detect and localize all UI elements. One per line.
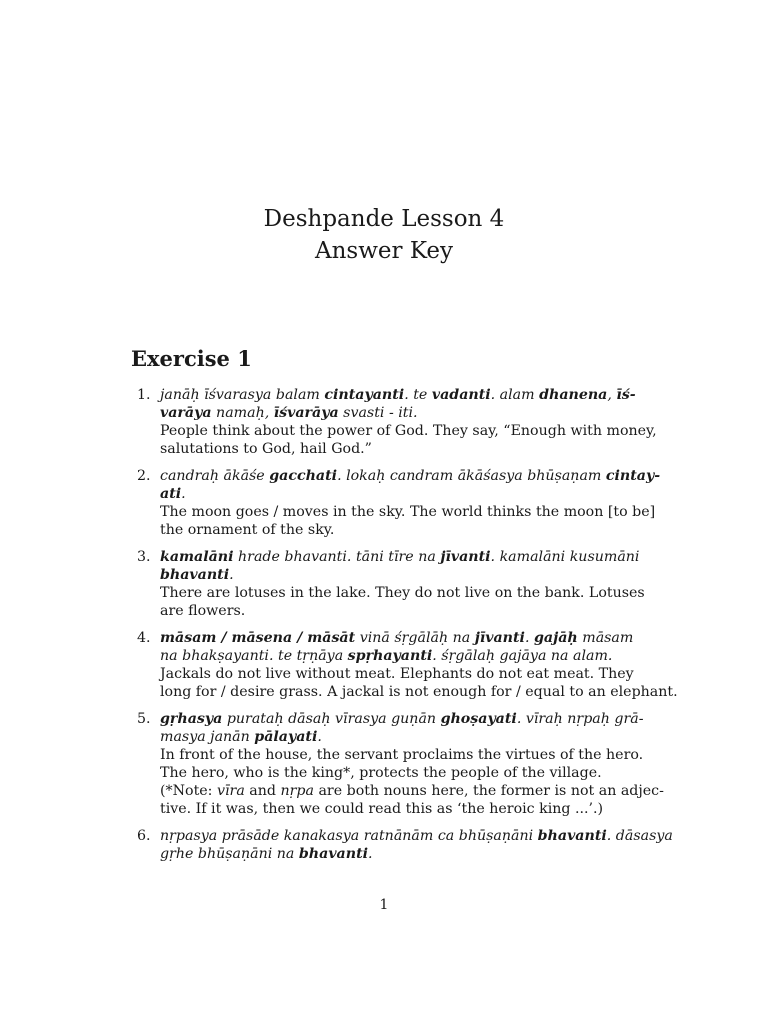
item-number: 2.: [137, 468, 151, 484]
translation-text: salutations to God, hail God.”: [160, 441, 372, 457]
list-item: [133, 827, 673, 863]
sanskrit-text: īśvarāya: [273, 405, 339, 421]
text-line: [160, 764, 639, 782]
text-line: [160, 548, 639, 566]
text-line: [160, 404, 639, 422]
sanskrit-text: māsam / māsena / māsāt: [160, 630, 356, 646]
translation-text: and: [244, 783, 281, 799]
text-line: [160, 800, 639, 818]
list-item: [133, 710, 664, 818]
translation-text: are flowers.: [160, 603, 246, 619]
translation-text: (*Note:: [160, 783, 217, 799]
translation-text: People think about the power of God. They say, “Enough with money,: [160, 423, 657, 439]
sanskrit-text: masya janān: [160, 729, 255, 745]
text-line: [160, 746, 644, 764]
sanskrit-text: jīvanti: [474, 630, 525, 646]
sanskrit-text: māsam: [577, 630, 634, 646]
sanskrit-text: .: [524, 630, 534, 646]
text-line: [160, 584, 645, 602]
sanskrit-text: gacchati: [269, 468, 338, 484]
sanskrit-text: janāḥ īśvarasya balam: [160, 387, 325, 403]
section-heading: Exercise 1: [131, 346, 252, 371]
sanskrit-text: . lokaḥ candram ākāśasya bhūṣaṇam: [337, 468, 606, 484]
text-line: [160, 440, 639, 458]
translation-text: are both nouns here, the former is not an adjec-: [313, 783, 664, 799]
translation-text: tive. If it was, then we could read this as ‘the heroic king ...’.): [160, 801, 604, 817]
text-line: [160, 665, 639, 683]
text-line: [160, 647, 639, 665]
document-subtitle: Answer Key: [315, 238, 453, 264]
sanskrit-text: varāya: [160, 405, 212, 421]
document-title: Deshpande Lesson 4: [263, 206, 505, 232]
sanskrit-text: vadanti: [431, 387, 491, 403]
sanskrit-text: pālayati: [254, 729, 318, 745]
sanskrit-text: ,: [607, 387, 617, 403]
sanskrit-text: bhavanti: [160, 567, 230, 583]
sanskrit-text: cintay-: [605, 468, 661, 484]
sanskrit-text: . kamalāni kusumāni: [490, 549, 640, 565]
translation-text: long for / desire grass. A jackal is not enough for / equal to an elephant.: [160, 684, 678, 700]
text-line: [160, 827, 673, 845]
sanskrit-text: .: [181, 486, 186, 502]
sanskrit-text: candraḥ ākāśe: [160, 468, 270, 484]
sanskrit-text: īś-: [616, 387, 636, 403]
list-item: [133, 386, 657, 458]
exercise-list: [133, 386, 678, 872]
item-number: 3.: [137, 549, 151, 565]
list-item: [133, 629, 678, 701]
sanskrit-text: . vīraḥ nṛpaḥ grā-: [516, 711, 644, 727]
translation-text: In front of the house, the servant proclaims the virtues of the hero.: [160, 747, 644, 763]
sanskrit-text: gṛhasya: [160, 711, 223, 727]
sanskrit-text: purataḥ dāsaḥ vīrasya guṇān: [222, 711, 441, 727]
item-number: 5.: [137, 711, 151, 727]
sanskrit-text: . śṛgālaḥ gajāya na alam.: [432, 648, 613, 664]
text-line: [160, 386, 639, 404]
translation-text: The hero, who is the king*, protects the people of the village.: [160, 765, 602, 781]
text-line: [160, 710, 644, 728]
sanskrit-text: . te: [404, 387, 432, 403]
text-line: [160, 845, 639, 863]
sanskrit-text: jīvanti: [440, 549, 491, 565]
text-line: [160, 485, 639, 503]
sanskrit-text: bhavanti: [298, 846, 369, 862]
sanskrit-text: svasti - iti.: [338, 405, 418, 421]
translation-text: Jackals do not live without meat. Elephants do not eat meat. They: [160, 666, 634, 682]
text-line: [160, 467, 661, 485]
sanskrit-text: na bhakṣayanti. te tṛṇāya: [160, 648, 348, 664]
translation-text: the ornament of the sky.: [160, 522, 335, 538]
text-line: [160, 629, 639, 647]
sanskrit-text: vinā śṛgālāḥ na: [355, 630, 475, 646]
sanskrit-text: . alam: [490, 387, 540, 403]
list-item: [133, 548, 645, 620]
page-number: 1: [379, 897, 389, 913]
translation-text: There are lotuses in the lake. They do not live on the bank. Lotuses: [160, 585, 645, 601]
sanskrit-text: .: [317, 729, 322, 745]
translation-text: The moon goes / moves in the sky. The world thinks the moon [to be]: [160, 504, 656, 520]
sanskrit-text: nṛpasya prāsāde kanakasya ratnānām ca bhūṣaṇāni: [160, 828, 538, 844]
sanskrit-text: dhanena: [539, 387, 608, 403]
item-number: 1.: [137, 387, 151, 403]
text-line: [160, 782, 664, 800]
sanskrit-text: bhavanti: [537, 828, 607, 844]
sanskrit-text: gajāḥ: [533, 630, 578, 646]
text-line: [160, 521, 639, 539]
sanskrit-text: .: [368, 846, 373, 862]
item-number: 4.: [137, 630, 151, 646]
sanskrit-text: hrade bhavanti. tāni tīre na: [233, 549, 441, 565]
sanskrit-text: spṛhayanti: [347, 648, 433, 664]
text-line: [160, 566, 639, 584]
sanskrit-text: nṛpa: [280, 783, 314, 799]
item-number: 6.: [137, 828, 151, 844]
sanskrit-text: namaḥ,: [211, 405, 274, 421]
sanskrit-text: cintayanti: [324, 387, 405, 403]
text-line: [160, 728, 639, 746]
text-line: [160, 602, 639, 620]
list-item: [133, 467, 661, 539]
sanskrit-text: . dāsasya: [606, 828, 673, 844]
text-line: [160, 503, 656, 521]
sanskrit-text: gṛhe bhūṣaṇāni na: [160, 846, 299, 862]
sanskrit-text: ati: [160, 486, 182, 502]
text-line: [160, 683, 678, 701]
text-line: [160, 422, 657, 440]
sanskrit-text: vīra: [216, 783, 245, 799]
sanskrit-text: ghoṣayati: [440, 711, 517, 727]
sanskrit-text: .: [229, 567, 234, 583]
sanskrit-text: kamalāni: [160, 549, 234, 565]
